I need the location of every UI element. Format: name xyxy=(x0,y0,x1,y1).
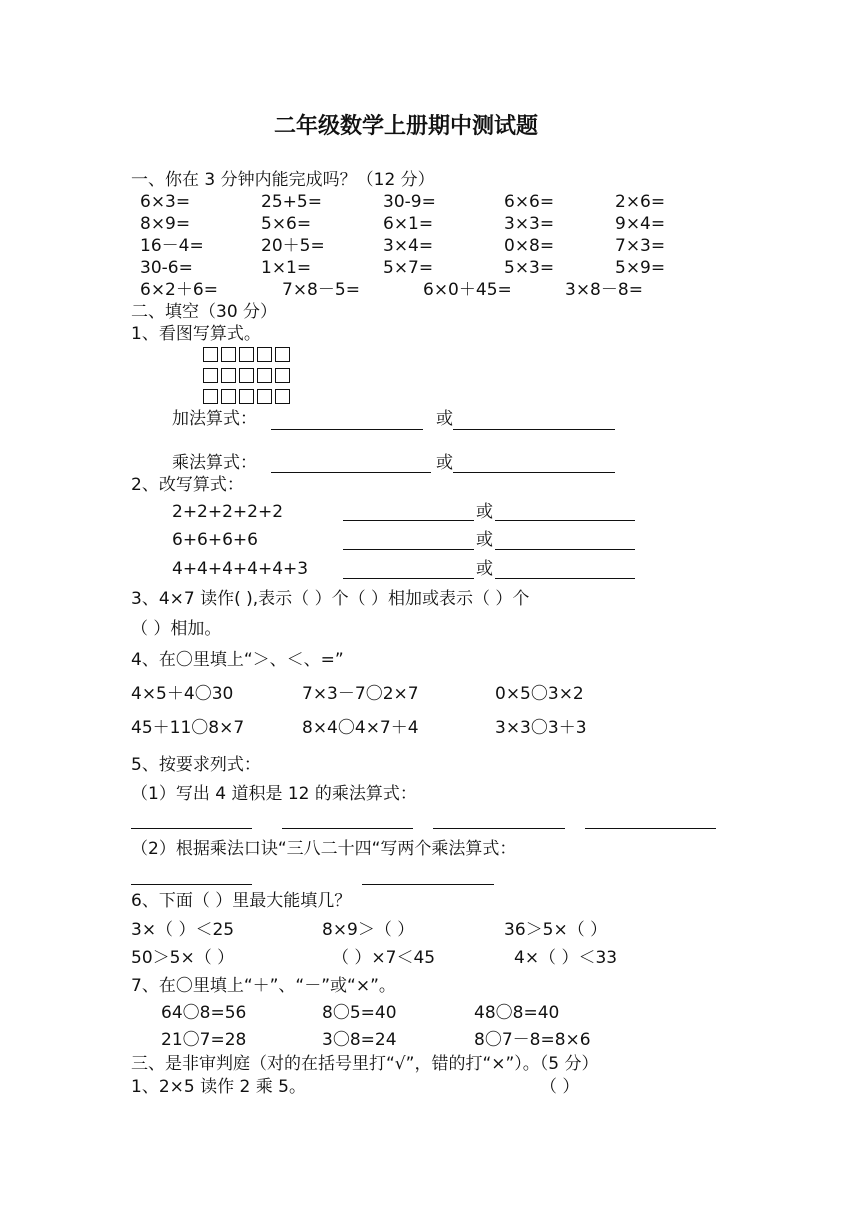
or-label: 或 xyxy=(436,409,453,429)
calc-item: 30-9= xyxy=(383,192,436,212)
fill-max-item: 4×（ ）＜33 xyxy=(514,948,618,968)
addition-label: 加法算式： xyxy=(172,409,257,429)
or-label: 或 xyxy=(436,453,453,473)
calc-item: 25+5= xyxy=(261,192,322,212)
answer-line[interactable] xyxy=(362,884,494,885)
answer-line[interactable] xyxy=(495,549,635,550)
q3-line-2: （ ）相加。 xyxy=(131,619,222,639)
answer-line[interactable] xyxy=(271,429,423,430)
answer-line[interactable] xyxy=(131,884,252,885)
q5-heading: 5、按要求列式： xyxy=(131,755,261,775)
operator-item: 8〇5=40 xyxy=(322,1003,397,1023)
square-icon xyxy=(221,347,236,362)
answer-line[interactable] xyxy=(131,828,252,829)
calc-item: 3×8－8= xyxy=(565,280,643,300)
square-icon xyxy=(203,389,218,404)
compare-item: 0×5〇3×2 xyxy=(495,684,584,704)
q7-heading: 7、在〇里填上“＋”、“－”或“×”。 xyxy=(131,976,396,996)
section-2-heading: 二、填空（30 分） xyxy=(131,302,278,322)
answer-line[interactable] xyxy=(495,578,635,579)
calc-item: 7×3= xyxy=(615,236,666,256)
operator-item: 3〇8=24 xyxy=(322,1030,397,1050)
square-icon xyxy=(257,389,272,404)
fill-max-item: 36＞5×（ ） xyxy=(504,920,608,940)
judge-item: 1、2×5 读作 2 乘 5。 xyxy=(131,1077,306,1097)
compare-item: 4×5＋4〇30 xyxy=(131,684,234,704)
section-1-heading: 一、你在 3 分钟内能完成吗？（12 分） xyxy=(131,170,435,190)
square-icon xyxy=(203,368,218,383)
fill-max-item: （ ）×7＜45 xyxy=(332,948,436,968)
square-icon xyxy=(239,347,254,362)
q6-heading: 6、下面（ ）里最大能填几？ xyxy=(131,891,352,911)
section-3-heading: 三、是非审判庭（对的在括号里打“√”，错的打“×”）。（5 分） xyxy=(131,1054,599,1074)
answer-line[interactable] xyxy=(343,549,474,550)
calc-item: 8×9= xyxy=(140,214,191,234)
compare-item: 7×3－7〇2×7 xyxy=(302,684,419,704)
calc-item: 7×8－5= xyxy=(282,280,360,300)
compare-item: 3×3〇3＋3 xyxy=(495,718,587,738)
calc-item: 3×4= xyxy=(383,236,434,256)
square-icon xyxy=(239,389,254,404)
rewrite-expression: 2+2+2+2+2 xyxy=(172,502,284,522)
q5-sub-2: （2）根据乘法口诀“三八二十四“写两个乘法算式： xyxy=(131,839,517,859)
calc-item: 6×1= xyxy=(383,214,434,234)
calc-item: 5×6= xyxy=(261,214,312,234)
square-icon xyxy=(257,368,272,383)
compare-item: 8×4〇4×7＋4 xyxy=(302,718,419,738)
square-icon xyxy=(275,389,290,404)
fill-max-item: 3×（ ）＜25 xyxy=(131,920,235,940)
page-title: 二年级数学上册期中测试题 xyxy=(274,114,539,139)
q3-line-1: 3、4×7 读作( ),表示（ ）个（ ）相加或表示（ ）个 xyxy=(131,589,530,609)
calc-item: 1×1= xyxy=(261,258,312,278)
judge-answer-paren[interactable]: （ ） xyxy=(540,1077,580,1097)
calc-item: 16－4= xyxy=(140,236,204,256)
rewrite-expression: 4+4+4+4+4+3 xyxy=(172,559,309,579)
calc-item: 9×4= xyxy=(615,214,666,234)
square-icon xyxy=(275,368,290,383)
answer-line[interactable] xyxy=(585,828,716,829)
multiplication-label: 乘法算式： xyxy=(172,453,257,473)
square-icon xyxy=(221,389,236,404)
answer-line[interactable] xyxy=(282,828,413,829)
fill-max-item: 8×9＞（ ） xyxy=(322,920,415,940)
answer-line[interactable] xyxy=(495,520,635,521)
or-label: 或 xyxy=(476,530,493,550)
calc-item: 2×6= xyxy=(615,192,666,212)
or-label: 或 xyxy=(476,559,493,579)
operator-item: 21〇7=28 xyxy=(161,1030,247,1050)
or-label: 或 xyxy=(476,502,493,522)
answer-line[interactable] xyxy=(453,429,615,430)
q4-heading: 4、在〇里填上“＞、＜、=” xyxy=(131,650,344,670)
calc-item: 5×7= xyxy=(383,258,434,278)
calc-item: 6×3= xyxy=(140,192,191,212)
q2-heading: 2、改写算式： xyxy=(131,475,244,495)
square-icon xyxy=(221,368,236,383)
q1-heading: 1、看图写算式。 xyxy=(131,324,261,344)
calc-item: 0×8= xyxy=(504,236,555,256)
answer-line[interactable] xyxy=(271,472,431,473)
calc-item: 3×3= xyxy=(504,214,555,234)
calc-item: 5×3= xyxy=(504,258,555,278)
calc-item: 20＋5= xyxy=(261,236,325,256)
calc-item: 6×6= xyxy=(504,192,555,212)
answer-line[interactable] xyxy=(453,472,615,473)
answer-line[interactable] xyxy=(343,520,474,521)
operator-item: 48〇8=40 xyxy=(474,1003,560,1023)
rewrite-expression: 6+6+6+6 xyxy=(172,530,258,550)
square-icon xyxy=(203,347,218,362)
compare-item: 45＋11〇8×7 xyxy=(131,718,245,738)
calc-item: 30-6= xyxy=(140,258,193,278)
answer-line[interactable] xyxy=(343,578,474,579)
calc-item: 5×9= xyxy=(615,258,666,278)
operator-item: 8〇7－8=8×6 xyxy=(474,1030,591,1050)
calc-item: 6×2＋6= xyxy=(140,280,218,300)
fill-max-item: 50＞5×（ ） xyxy=(131,948,235,968)
calc-item: 6×0＋45= xyxy=(423,280,512,300)
operator-item: 64〇8=56 xyxy=(161,1003,247,1023)
square-icon xyxy=(257,347,272,362)
q5-sub-1: （1）写出 4 道积是 12 的乘法算式： xyxy=(131,784,417,804)
square-icon xyxy=(275,347,290,362)
square-icon xyxy=(239,368,254,383)
answer-line[interactable] xyxy=(433,828,565,829)
